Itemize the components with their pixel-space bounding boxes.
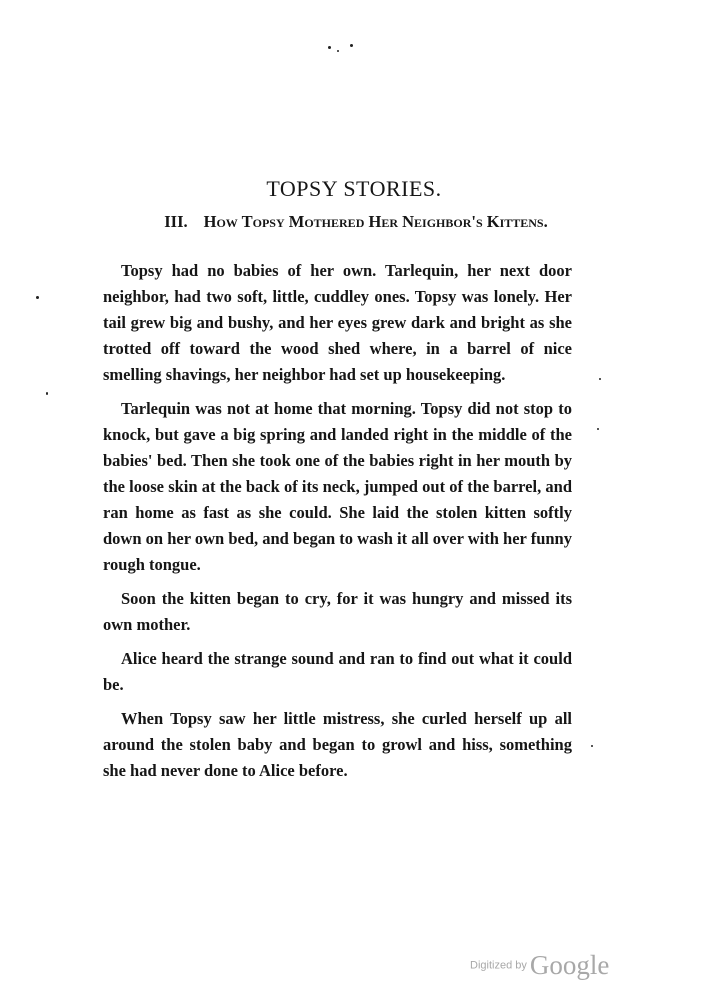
- paragraph: Tarlequin was not at home that morning. Topsy did not stop to knock, but gave a big spring and landed right in the middle of the babies' bed. Then she took one of the babies right in her mouth by the loose skin at the back of its neck, jumped out of the barrel, and ran home as fast as she could. She laid the stolen kitten softly down on her own bed, and began to wash it all over with her funny rough tongue.: [103, 399, 572, 574]
- chapter-number: III.: [164, 212, 188, 231]
- chapter-heading: [116, 210, 596, 234]
- scan-speck: [591, 745, 593, 747]
- page-title: TOPSY STORIES.: [266, 176, 442, 201]
- chapter-title: How Topsy Mothered Her Neighbor's Kittens.: [203, 212, 548, 231]
- story-text: [103, 258, 572, 792]
- paragraph: Soon the kitten began to cry, for it was hungry and missed its own mother.: [103, 589, 572, 634]
- scan-speck: [350, 44, 353, 47]
- scan-speck: [46, 392, 48, 395]
- google-logo: Google: [529, 950, 610, 980]
- watermark-prefix: Digitized by: [470, 959, 527, 972]
- digitized-watermark: [470, 950, 609, 981]
- scan-speck: [599, 378, 601, 380]
- paragraph: Alice heard the strange sound and ran to find out what it could be.: [103, 649, 572, 694]
- paragraph: Topsy had no babies of her own. Tarlequin, her next door neighbor, had two soft, little, cuddley ones. Topsy was lonely. Her tail grew big and bushy, and her eyes grew dark and bright as she trotted off toward the wood shed where, in a barrel of nice smelling shavings, her neighbor had set up housekeeping.: [103, 261, 572, 384]
- scan-speck: [328, 46, 331, 49]
- scan-speck: [597, 428, 599, 430]
- paragraph: When Topsy saw her little mistress, she curled herself up all around the stolen baby and began to growl and hiss, something she had never done to Alice before.: [103, 709, 572, 780]
- scan-speck: [36, 296, 39, 299]
- scan-speck: [337, 50, 339, 52]
